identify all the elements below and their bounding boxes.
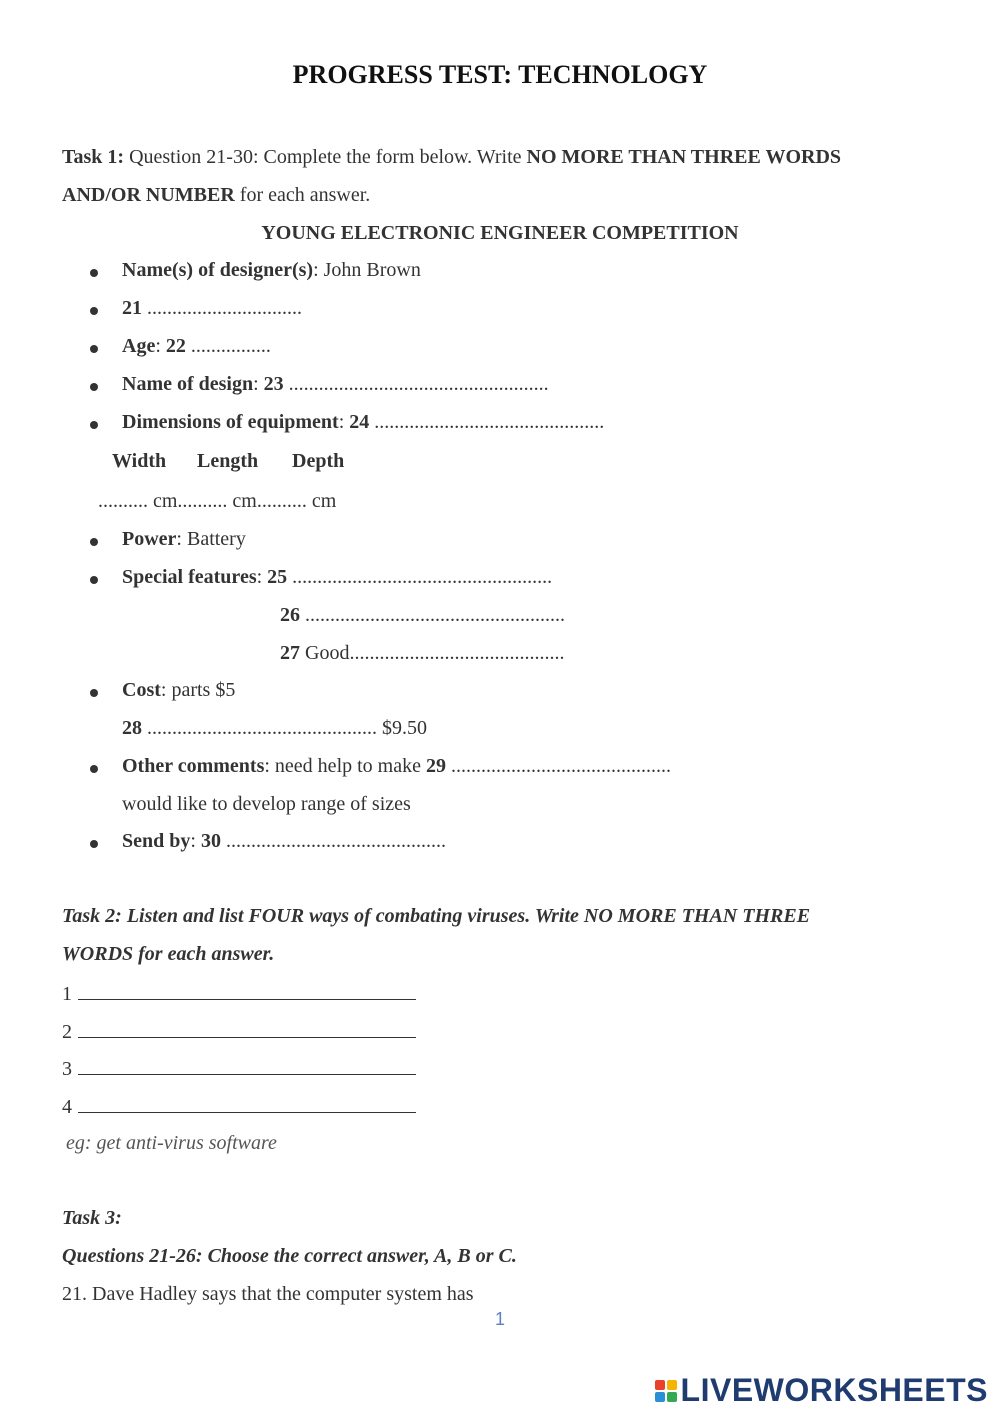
form-title: YOUNG ELECTRONIC ENGINEER COMPETITION <box>261 222 739 244</box>
send-by-row[interactable]: Send by: 30 ............................................ <box>122 830 446 852</box>
comments-row[interactable]: Other comments: need help to make 29 ............................................ <box>122 755 671 777</box>
page-title: PROGRESS TEST: TECHNOLOGY <box>292 60 708 89</box>
liveworksheets-logo[interactable] <box>655 1372 988 1409</box>
task2-heading-line1: Task 2: Listen and list FOUR ways of combating viruses. Write NO MORE THAN THREE <box>62 905 811 927</box>
task1-instruction-line2: AND/OR NUMBER for each answer. <box>62 184 371 206</box>
answer-line[interactable] <box>78 981 416 1000</box>
q27-row[interactable]: 27 Good........................................... <box>280 642 565 664</box>
features-row[interactable]: Special features: 25 .................................................... <box>122 566 553 588</box>
brand-name: LIVEWORKSHEETS <box>680 1372 988 1408</box>
bullet <box>90 538 98 546</box>
logo-square <box>655 1392 665 1402</box>
bullet <box>90 765 98 773</box>
logo-square <box>667 1380 677 1390</box>
dim-length-label: Length <box>197 450 259 472</box>
bullet <box>90 421 98 429</box>
bullet <box>90 383 98 391</box>
bullet <box>90 269 98 277</box>
task3-label: Task 3: <box>62 1207 122 1229</box>
page-number: 1 <box>494 1309 505 1329</box>
answer-row-1[interactable]: 1 <box>62 981 416 1006</box>
dim-values[interactable]: .......... cm.......... cm.......... cm <box>98 490 337 512</box>
logo-square <box>667 1392 677 1402</box>
bullet <box>90 576 98 584</box>
task1-instruction-line1: Task 1: Question 21-30: Complete the form below. Write NO MORE THAN THREE WORDS <box>62 146 842 168</box>
power-row: Power: Battery <box>122 528 246 550</box>
answer-line[interactable] <box>78 1019 416 1038</box>
task3-question-21: 21. Dave Hadley says that the computer system has <box>62 1283 474 1305</box>
task2-heading-line2: WORDS for each answer. <box>62 943 275 965</box>
bullet <box>90 689 98 697</box>
task3-instruction: Questions 21-26: Choose the correct answer, A, B or C. <box>62 1245 517 1267</box>
dimensions-row[interactable]: Dimensions of equipment: 24 .............................................. <box>122 411 605 433</box>
logo-square <box>655 1380 665 1390</box>
designer-row: Name(s) of designer(s): John Brown <box>122 259 421 281</box>
dim-depth-label: Depth <box>292 450 345 472</box>
dim-width-label: Width <box>112 450 167 472</box>
age-row[interactable]: Age: 22 ................ <box>122 335 271 357</box>
comments-line2: would like to develop range of sizes <box>122 793 411 815</box>
design-name-row[interactable]: Name of design: 23 .................................................... <box>122 373 549 395</box>
example-answer: eg: get anti-virus software <box>66 1132 277 1154</box>
liveworksheets-icon <box>655 1380 677 1402</box>
answer-row-4[interactable]: 4 <box>62 1094 416 1119</box>
bullet <box>90 307 98 315</box>
q21-row[interactable]: 21 ............................... <box>122 297 302 319</box>
answer-row-2[interactable]: 2 <box>62 1019 416 1044</box>
task1-label: Task 1: <box>62 146 125 168</box>
answer-row-3[interactable]: 3 <box>62 1056 416 1081</box>
answer-line[interactable] <box>78 1094 416 1113</box>
q28-row[interactable]: 28 .............................................. $9.50 <box>122 717 427 739</box>
cost-row: Cost: parts $5 <box>122 679 236 701</box>
bullet <box>90 345 98 353</box>
bullet <box>90 840 98 848</box>
q26-row[interactable]: 26 .................................................... <box>280 604 565 626</box>
answer-line[interactable] <box>78 1056 416 1075</box>
